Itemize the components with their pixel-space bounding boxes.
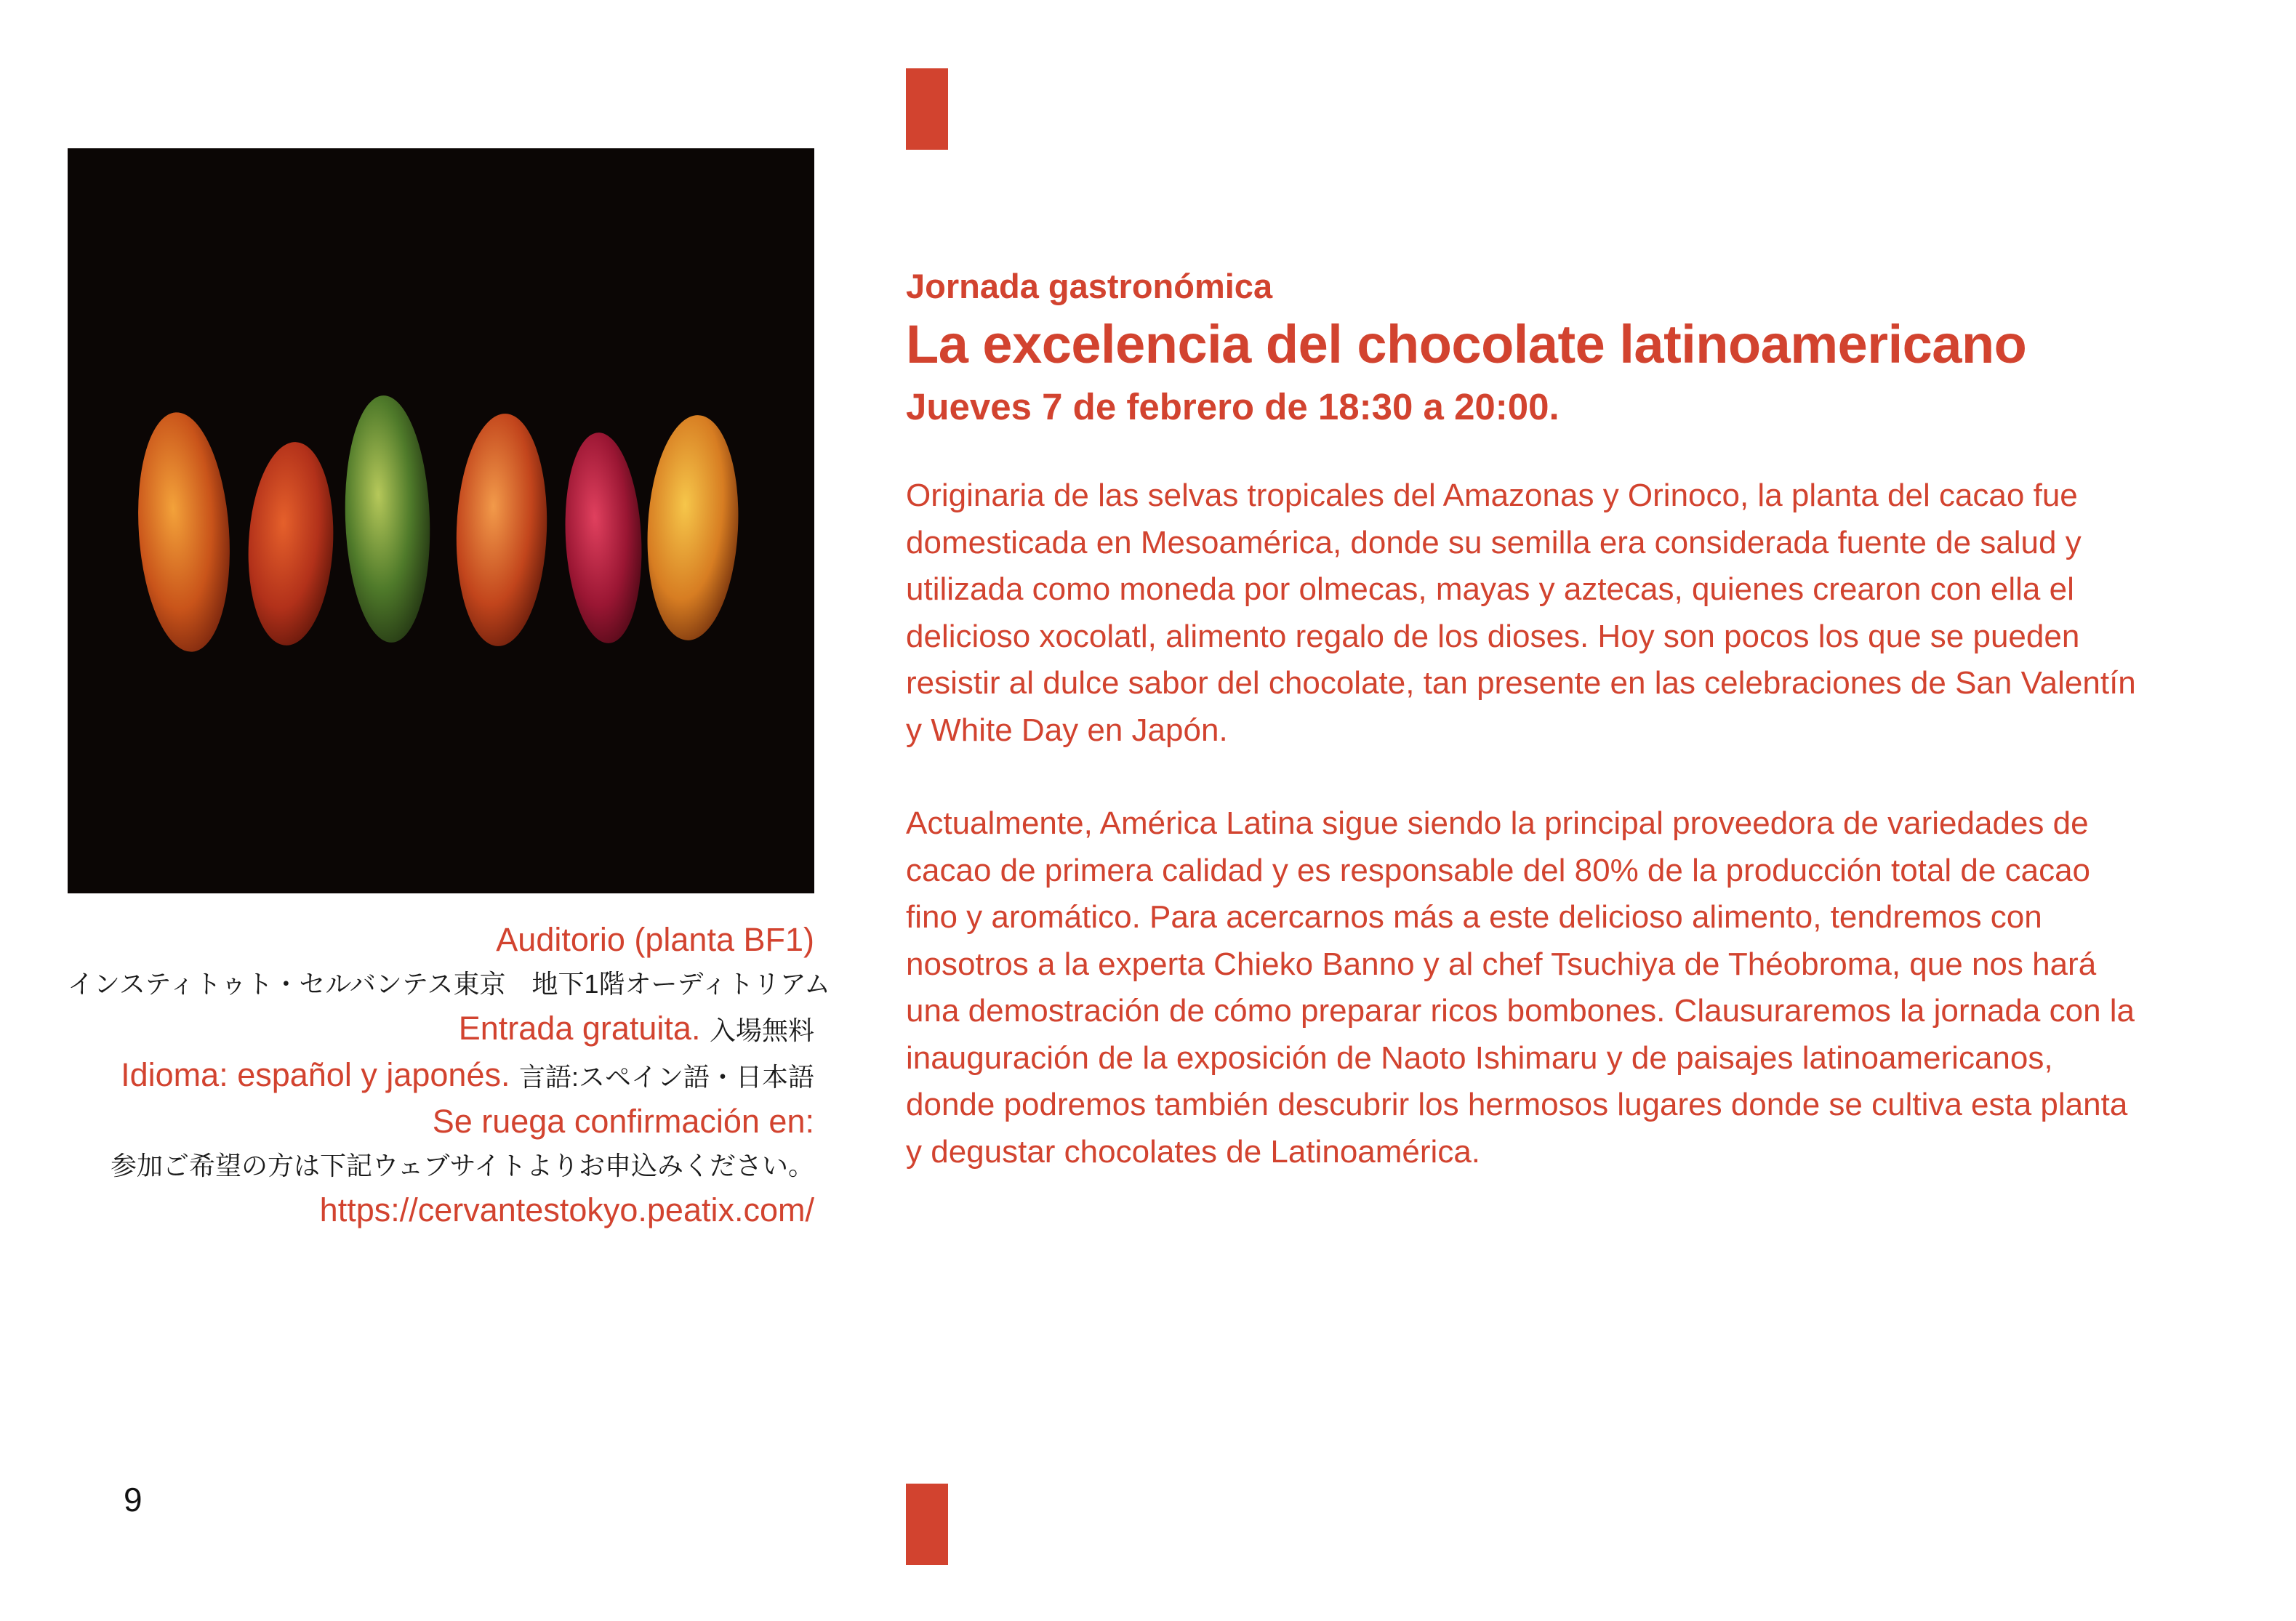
- event-category: Jornada gastronómica: [906, 267, 1273, 305]
- event-practical-info: [68, 917, 831, 1232]
- rsvp-japanese: 参加ご希望の方は下記ウェブサイトよりお申込みください。: [110, 1151, 814, 1180]
- cacao-pods-photo: [68, 148, 814, 893]
- event-title: La excelencia del chocolate latinoamericano: [906, 314, 2027, 374]
- event-description: [906, 265, 2142, 1175]
- page-number: 9: [124, 1481, 143, 1519]
- event-date: Jueves 7 de febrero de 18:30 a 20:00.: [906, 386, 1560, 427]
- entry-label: Entrada gratuita.: [458, 1010, 701, 1047]
- rsvp-label: Se ruega confirmación en:: [432, 1103, 814, 1140]
- registration-link[interactable]: https://cervantestokyo.peatix.com/: [319, 1191, 814, 1228]
- language-label: Idioma: español y japonés.: [121, 1056, 510, 1093]
- language-info: [68, 1053, 814, 1099]
- venue-label: Auditorio (planta BF1): [496, 921, 814, 958]
- entry-japanese: 入場無料: [709, 1015, 814, 1045]
- top-accent-bar: [906, 68, 948, 150]
- cacao-pods-illustration: [68, 148, 814, 893]
- description-paragraph-2: Actualmente, América Latina sigue siendo la principal proveedora de variedades de cacao de primera calidad y es responsable del 80% de la producción total de cacao fino y aromático. Para acercarnos más a este delicioso alimento, tendremos con nosotros a la experta Chieko Banno y al chef Tsuchiya de Théobroma, que nos hará una demostración de cómo preparar ricos bombones. Clausuraremos la jornada con la inauguración de la exposición de Naoto Ishimaru y de paisajes latinoamericanos, donde podremos también descubrir los hermosos lugares donde se cultiva esta planta y degustar chocolates de Latinoamérica.: [906, 805, 2135, 1170]
- venue-japanese: インスティトゥト・セルバンテス東京 地下1階オーディトリアム: [68, 969, 831, 999]
- entry-info: [68, 1006, 814, 1053]
- description-paragraph-1: Originaria de las selvas tropicales del Amazonas y Orinoco, la planta del cacao fue domesticada en Mesoamérica, donde su semilla era considerada fuente de salud y utilizada como moneda por olmecas, mayas y aztecas, quienes crearon con ella el delicioso xocolatl, alimento regalo de los dioses. Hoy son pocos los que se pueden resistir al dulce sabor del chocolate, tan presente en las celebraciones de San Valentín y White Day en Japón.: [906, 478, 2136, 748]
- language-japanese: 言語:スペイン語・日本語: [518, 1062, 814, 1092]
- bottom-accent-bar: [906, 1484, 948, 1565]
